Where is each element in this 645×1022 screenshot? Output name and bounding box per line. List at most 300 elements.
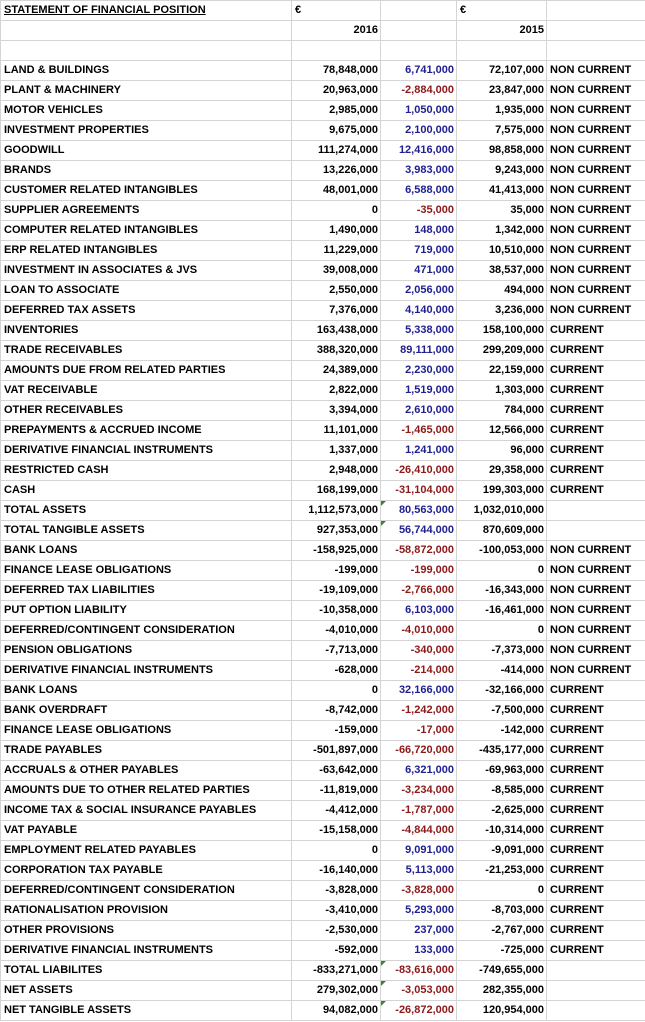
value-2016[interactable]: -8,742,000 [292,701,381,721]
row-label[interactable]: MOTOR VEHICLES [1,101,292,121]
classification[interactable]: CURRENT [547,441,645,461]
classification[interactable]: CURRENT [547,821,645,841]
table-row [1,341,645,361]
value-2015[interactable]: 158,100,000 [457,321,547,341]
table-row [1,821,645,841]
value-change[interactable]: 2,610,000 [381,401,457,421]
value-change[interactable]: -214,000 [381,661,457,681]
value-2016[interactable]: -15,158,000 [292,821,381,841]
classification[interactable]: CURRENT [547,741,645,761]
value-change[interactable]: 12,416,000 [381,141,457,161]
value-change[interactable]: -31,104,000 [381,481,457,501]
classification[interactable]: NON CURRENT [547,121,645,141]
value-2016[interactable]: 78,848,000 [292,61,381,81]
value-2016[interactable]: -501,897,000 [292,741,381,761]
value-2016[interactable]: 111,274,000 [292,141,381,161]
value-2015[interactable]: 22,159,000 [457,361,547,381]
classification[interactable]: CURRENT [547,761,645,781]
row-label[interactable]: PLANT & MACHINERY [1,81,292,101]
value-2016[interactable]: 2,822,000 [292,381,381,401]
value-2015[interactable]: 96,000 [457,441,547,461]
value-2015[interactable]: -414,000 [457,661,547,681]
value-change[interactable]: -17,000 [381,721,457,741]
value-2015[interactable]: -7,373,000 [457,641,547,661]
empty-cell[interactable] [547,21,645,41]
value-2015[interactable]: -8,703,000 [457,901,547,921]
table-row [1,61,645,81]
classification[interactable]: NON CURRENT [547,281,645,301]
value-2016[interactable]: 0 [292,201,381,221]
value-change[interactable]: 80,563,000 [381,501,457,521]
value-2015[interactable]: 10,510,000 [457,241,547,261]
value-change[interactable]: 719,000 [381,241,457,261]
value-2016[interactable]: 11,101,000 [292,421,381,441]
table-row [1,261,645,281]
row-label[interactable]: TRADE RECEIVABLES [1,341,292,361]
row-label[interactable]: INVESTMENT PROPERTIES [1,121,292,141]
table-row [1,621,645,641]
value-change[interactable]: -4,844,000 [381,821,457,841]
row-label[interactable]: CUSTOMER RELATED INTANGIBLES [1,181,292,201]
value-2016[interactable]: 9,675,000 [292,121,381,141]
row-label[interactable]: BRANDS [1,161,292,181]
classification[interactable]: CURRENT [547,781,645,801]
value-2016[interactable]: 168,199,000 [292,481,381,501]
classification[interactable]: CURRENT [547,681,645,701]
value-change[interactable]: 5,113,000 [381,861,457,881]
currency-2015[interactable]: € [457,1,547,21]
table-row [1,981,645,1001]
classification[interactable] [547,501,645,521]
value-2016[interactable]: 0 [292,681,381,701]
value-2015[interactable]: 72,107,000 [457,61,547,81]
value-2015[interactable]: 199,303,000 [457,481,547,501]
table-row [1,921,645,941]
value-2015[interactable]: -9,091,000 [457,841,547,861]
classification[interactable]: NON CURRENT [547,221,645,241]
classification[interactable] [547,1001,645,1021]
row-label[interactable]: BANK OVERDRAFT [1,701,292,721]
row-label[interactable]: EMPLOYMENT RELATED PAYABLES [1,841,292,861]
row-label[interactable]: TRADE PAYABLES [1,741,292,761]
value-2016[interactable]: -3,410,000 [292,901,381,921]
value-2016[interactable]: -16,140,000 [292,861,381,881]
value-2015[interactable]: -16,461,000 [457,601,547,621]
value-2015[interactable]: 1,935,000 [457,101,547,121]
value-change[interactable]: -66,720,000 [381,741,457,761]
value-change[interactable]: 2,100,000 [381,121,457,141]
table-row [1,741,645,761]
classification[interactable]: CURRENT [547,861,645,881]
classification[interactable]: CURRENT [547,841,645,861]
row-label[interactable]: INCOME TAX & SOCIAL INSURANCE PAYABLES [1,801,292,821]
value-2015[interactable]: 0 [457,621,547,641]
value-2016[interactable]: -4,412,000 [292,801,381,821]
value-2016[interactable]: 94,082,000 [292,1001,381,1021]
value-2016[interactable]: -628,000 [292,661,381,681]
value-2016[interactable]: 7,376,000 [292,301,381,321]
value-change[interactable]: -199,000 [381,561,457,581]
table-row [1,221,645,241]
value-2015[interactable]: -69,963,000 [457,761,547,781]
value-change[interactable]: 32,166,000 [381,681,457,701]
value-2015[interactable]: 870,609,000 [457,521,547,541]
table-row [1,761,645,781]
empty-cell[interactable] [1,21,292,41]
row-label[interactable]: AMOUNTS DUE FROM RELATED PARTIES [1,361,292,381]
value-change[interactable]: 6,741,000 [381,61,457,81]
value-change[interactable]: 89,111,000 [381,341,457,361]
value-change[interactable]: -3,053,000 [381,981,457,1001]
classification[interactable]: NON CURRENT [547,201,645,221]
value-2016[interactable]: -10,358,000 [292,601,381,621]
row-label[interactable]: RESTRICTED CASH [1,461,292,481]
row-label[interactable]: ACCRUALS & OTHER PAYABLES [1,761,292,781]
table-row [1,661,645,681]
year-row [1,21,645,41]
row-label[interactable]: TOTAL TANGIBLE ASSETS [1,521,292,541]
row-label[interactable]: INVESTMENT IN ASSOCIATES & JVS [1,261,292,281]
value-change[interactable]: 471,000 [381,261,457,281]
value-change[interactable]: 1,050,000 [381,101,457,121]
row-label[interactable]: DERIVATIVE FINANCIAL INSTRUMENTS [1,941,292,961]
classification[interactable]: CURRENT [547,801,645,821]
row-label[interactable]: COMPUTER RELATED INTANGIBLES [1,221,292,241]
value-change[interactable]: -3,828,000 [381,881,457,901]
table-row [1,101,645,121]
value-change[interactable]: 237,000 [381,921,457,941]
row-label[interactable]: LAND & BUILDINGS [1,61,292,81]
value-change[interactable]: 1,519,000 [381,381,457,401]
row-label[interactable]: BANK LOANS [1,541,292,561]
row-label[interactable]: TOTAL ASSETS [1,501,292,521]
value-2016[interactable]: 13,226,000 [292,161,381,181]
table-row [1,841,645,861]
value-2016[interactable]: -199,000 [292,561,381,581]
table-row [1,481,645,501]
value-change[interactable]: 3,983,000 [381,161,457,181]
value-2016[interactable]: 2,948,000 [292,461,381,481]
value-2016[interactable]: 279,302,000 [292,981,381,1001]
table-row [1,281,645,301]
table-row [1,961,645,981]
classification[interactable] [547,981,645,1001]
row-label[interactable]: PUT OPTION LIABILITY [1,601,292,621]
classification[interactable]: NON CURRENT [547,541,645,561]
empty-cell[interactable] [381,1,457,21]
value-2015[interactable]: 12,566,000 [457,421,547,441]
currency-2016[interactable]: € [292,1,381,21]
value-2015[interactable]: -7,500,000 [457,701,547,721]
value-2016[interactable]: -592,000 [292,941,381,961]
value-2016[interactable]: 1,490,000 [292,221,381,241]
value-change[interactable]: 5,293,000 [381,901,457,921]
value-2015[interactable]: -16,343,000 [457,581,547,601]
value-2016[interactable]: -19,109,000 [292,581,381,601]
value-2016[interactable]: 0 [292,841,381,861]
table-row [1,441,645,461]
value-change[interactable]: -26,872,000 [381,1001,457,1021]
value-change[interactable]: -1,787,000 [381,801,457,821]
row-label[interactable]: OTHER PROVISIONS [1,921,292,941]
value-2016[interactable]: 2,985,000 [292,101,381,121]
table-row [1,561,645,581]
table-row [1,181,645,201]
value-2016[interactable]: 3,394,000 [292,401,381,421]
row-label[interactable]: CASH [1,481,292,501]
classification[interactable]: NON CURRENT [547,561,645,581]
table-row [1,1001,645,1021]
table-row [1,401,645,421]
classification[interactable]: NON CURRENT [547,621,645,641]
empty-cell[interactable] [457,41,547,61]
value-2015[interactable]: 494,000 [457,281,547,301]
row-label[interactable]: NET ASSETS [1,981,292,1001]
classification[interactable]: NON CURRENT [547,241,645,261]
value-2016[interactable]: 927,353,000 [292,521,381,541]
empty-cell[interactable] [547,41,645,61]
table-row [1,421,645,441]
row-label[interactable]: DERIVATIVE FINANCIAL INSTRUMENTS [1,661,292,681]
table-row [1,581,645,601]
table-row [1,321,645,341]
empty-cell[interactable] [292,41,381,61]
value-2015[interactable]: 282,355,000 [457,981,547,1001]
classification[interactable]: NON CURRENT [547,81,645,101]
table-row [1,681,645,701]
value-2016[interactable]: 163,438,000 [292,321,381,341]
row-label[interactable]: PREPAYMENTS & ACCRUED INCOME [1,421,292,441]
value-2015[interactable]: -749,655,000 [457,961,547,981]
value-2016[interactable]: -63,642,000 [292,761,381,781]
table-row [1,541,645,561]
value-2015[interactable]: 7,575,000 [457,121,547,141]
classification[interactable]: NON CURRENT [547,101,645,121]
value-change[interactable]: -35,000 [381,201,457,221]
value-2015[interactable]: -10,314,000 [457,821,547,841]
row-label[interactable]: SUPPLIER AGREEMENTS [1,201,292,221]
value-change[interactable]: 6,321,000 [381,761,457,781]
classification[interactable]: NON CURRENT [547,261,645,281]
classification[interactable]: CURRENT [547,921,645,941]
value-2015[interactable]: 98,858,000 [457,141,547,161]
row-label[interactable]: OTHER RECEIVABLES [1,401,292,421]
value-change[interactable]: 1,241,000 [381,441,457,461]
value-2016[interactable]: 2,550,000 [292,281,381,301]
value-change[interactable]: 9,091,000 [381,841,457,861]
value-2015[interactable]: 3,236,000 [457,301,547,321]
value-change[interactable]: 6,103,000 [381,601,457,621]
value-2016[interactable]: -7,713,000 [292,641,381,661]
classification[interactable]: CURRENT [547,361,645,381]
value-2016[interactable]: 388,320,000 [292,341,381,361]
value-change[interactable]: 56,744,000 [381,521,457,541]
table-row [1,881,645,901]
classification[interactable]: CURRENT [547,321,645,341]
row-label[interactable]: BANK LOANS [1,681,292,701]
row-label[interactable]: AMOUNTS DUE TO OTHER RELATED PARTIES [1,781,292,801]
value-2015[interactable]: -100,053,000 [457,541,547,561]
row-label[interactable]: DERIVATIVE FINANCIAL INSTRUMENTS [1,441,292,461]
classification[interactable]: NON CURRENT [547,61,645,81]
value-2016[interactable]: 48,001,000 [292,181,381,201]
value-2015[interactable]: 9,243,000 [457,161,547,181]
row-label[interactable]: NET TANGIBLE ASSETS [1,1001,292,1021]
classification[interactable]: CURRENT [547,701,645,721]
empty-cell[interactable] [547,1,645,21]
value-2016[interactable]: -833,271,000 [292,961,381,981]
value-change[interactable]: 5,338,000 [381,321,457,341]
classification[interactable]: NON CURRENT [547,181,645,201]
classification[interactable]: CURRENT [547,721,645,741]
row-label[interactable]: PENSION OBLIGATIONS [1,641,292,661]
classification[interactable]: NON CURRENT [547,301,645,321]
classification[interactable]: CURRENT [547,341,645,361]
classification[interactable]: CURRENT [547,901,645,921]
table-row [1,901,645,921]
year-2015[interactable]: 2015 [457,21,547,41]
value-2015[interactable]: 41,413,000 [457,181,547,201]
value-2015[interactable]: -8,585,000 [457,781,547,801]
value-2016[interactable]: -11,819,000 [292,781,381,801]
classification[interactable]: CURRENT [547,481,645,501]
classification[interactable]: NON CURRENT [547,581,645,601]
value-change[interactable]: 4,140,000 [381,301,457,321]
value-change[interactable]: -3,234,000 [381,781,457,801]
value-change[interactable]: 2,056,000 [381,281,457,301]
row-label[interactable]: DEFERRED/CONTINGENT CONSIDERATION [1,621,292,641]
classification[interactable] [547,521,645,541]
value-change[interactable]: 6,588,000 [381,181,457,201]
row-label[interactable]: VAT RECEIVABLE [1,381,292,401]
value-2015[interactable]: 0 [457,561,547,581]
row-label[interactable]: CORPORATION TAX PAYABLE [1,861,292,881]
row-label[interactable]: ERP RELATED INTANGIBLES [1,241,292,261]
classification[interactable]: NON CURRENT [547,161,645,181]
value-change[interactable]: -2,766,000 [381,581,457,601]
row-label[interactable]: DEFERRED/CONTINGENT CONSIDERATION [1,881,292,901]
value-2015[interactable]: 1,303,000 [457,381,547,401]
value-2015[interactable]: 29,358,000 [457,461,547,481]
classification[interactable]: NON CURRENT [547,641,645,661]
table-row [1,141,645,161]
classification[interactable]: NON CURRENT [547,141,645,161]
value-2016[interactable]: 1,337,000 [292,441,381,461]
table-row [1,381,645,401]
row-label[interactable]: FINANCE LEASE OBLIGATIONS [1,561,292,581]
row-label[interactable]: FINANCE LEASE OBLIGATIONS [1,721,292,741]
classification[interactable]: NON CURRENT [547,601,645,621]
empty-cell[interactable] [381,21,457,41]
value-change[interactable]: 148,000 [381,221,457,241]
value-2015[interactable]: 784,000 [457,401,547,421]
table-row [1,201,645,221]
value-change[interactable]: -4,010,000 [381,621,457,641]
row-label[interactable]: INVENTORIES [1,321,292,341]
row-label[interactable]: VAT PAYABLE [1,821,292,841]
classification[interactable]: CURRENT [547,421,645,441]
value-change[interactable]: -1,242,000 [381,701,457,721]
value-change[interactable]: -83,616,000 [381,961,457,981]
table-row [1,941,645,961]
value-2016[interactable]: 39,008,000 [292,261,381,281]
value-change[interactable]: -26,410,000 [381,461,457,481]
value-2016[interactable]: -3,828,000 [292,881,381,901]
value-2016[interactable]: -2,530,000 [292,921,381,941]
header-row [1,1,645,21]
value-2015[interactable]: 1,032,010,000 [457,501,547,521]
classification[interactable]: CURRENT [547,381,645,401]
spacer-row [1,41,645,61]
classification[interactable]: CURRENT [547,941,645,961]
classification[interactable]: CURRENT [547,461,645,481]
row-label[interactable]: DEFERRED TAX LIABILITIES [1,581,292,601]
value-2015[interactable]: 120,954,000 [457,1001,547,1021]
row-label[interactable]: RATIONALISATION PROVISION [1,901,292,921]
value-2016[interactable]: 11,229,000 [292,241,381,261]
value-change[interactable]: 2,230,000 [381,361,457,381]
row-label[interactable]: TOTAL LIABILITES [1,961,292,981]
value-2015[interactable]: 38,537,000 [457,261,547,281]
classification[interactable] [547,961,645,981]
year-2016[interactable]: 2016 [292,21,381,41]
empty-cell[interactable] [381,41,457,61]
table-row [1,241,645,261]
value-2015[interactable]: -435,177,000 [457,741,547,761]
table-row [1,81,645,101]
value-2015[interactable]: 23,847,000 [457,81,547,101]
value-change[interactable]: 133,000 [381,941,457,961]
value-2015[interactable]: -142,000 [457,721,547,741]
classification[interactable]: CURRENT [547,401,645,421]
classification[interactable]: NON CURRENT [547,661,645,681]
row-label[interactable]: DEFERRED TAX ASSETS [1,301,292,321]
value-2016[interactable]: 1,112,573,000 [292,501,381,521]
table-row [1,721,645,741]
value-2016[interactable]: 24,389,000 [292,361,381,381]
table-row [1,121,645,141]
value-2016[interactable]: -4,010,000 [292,621,381,641]
table-row [1,781,645,801]
value-2015[interactable]: -2,767,000 [457,921,547,941]
value-2015[interactable]: 0 [457,881,547,901]
row-label[interactable]: LOAN TO ASSOCIATE [1,281,292,301]
value-2015[interactable]: -32,166,000 [457,681,547,701]
table-row [1,641,645,661]
value-change[interactable]: -1,465,000 [381,421,457,441]
table-row [1,501,645,521]
value-2015[interactable]: -21,253,000 [457,861,547,881]
value-2016[interactable]: -158,925,000 [292,541,381,561]
value-2016[interactable]: 20,963,000 [292,81,381,101]
classification[interactable]: CURRENT [547,881,645,901]
value-2016[interactable]: -159,000 [292,721,381,741]
table-row [1,161,645,181]
value-change[interactable]: -58,872,000 [381,541,457,561]
row-label[interactable]: GOODWILL [1,141,292,161]
value-2015[interactable]: -2,625,000 [457,801,547,821]
value-2015[interactable]: 1,342,000 [457,221,547,241]
value-change[interactable]: -340,000 [381,641,457,661]
value-change[interactable]: -2,884,000 [381,81,457,101]
empty-cell[interactable] [1,41,292,61]
value-2015[interactable]: -725,000 [457,941,547,961]
value-2015[interactable]: 35,000 [457,201,547,221]
value-2015[interactable]: 299,209,000 [457,341,547,361]
table-row [1,601,645,621]
table-row [1,521,645,541]
statement-title[interactable]: STATEMENT OF FINANCIAL POSITION [1,1,292,21]
